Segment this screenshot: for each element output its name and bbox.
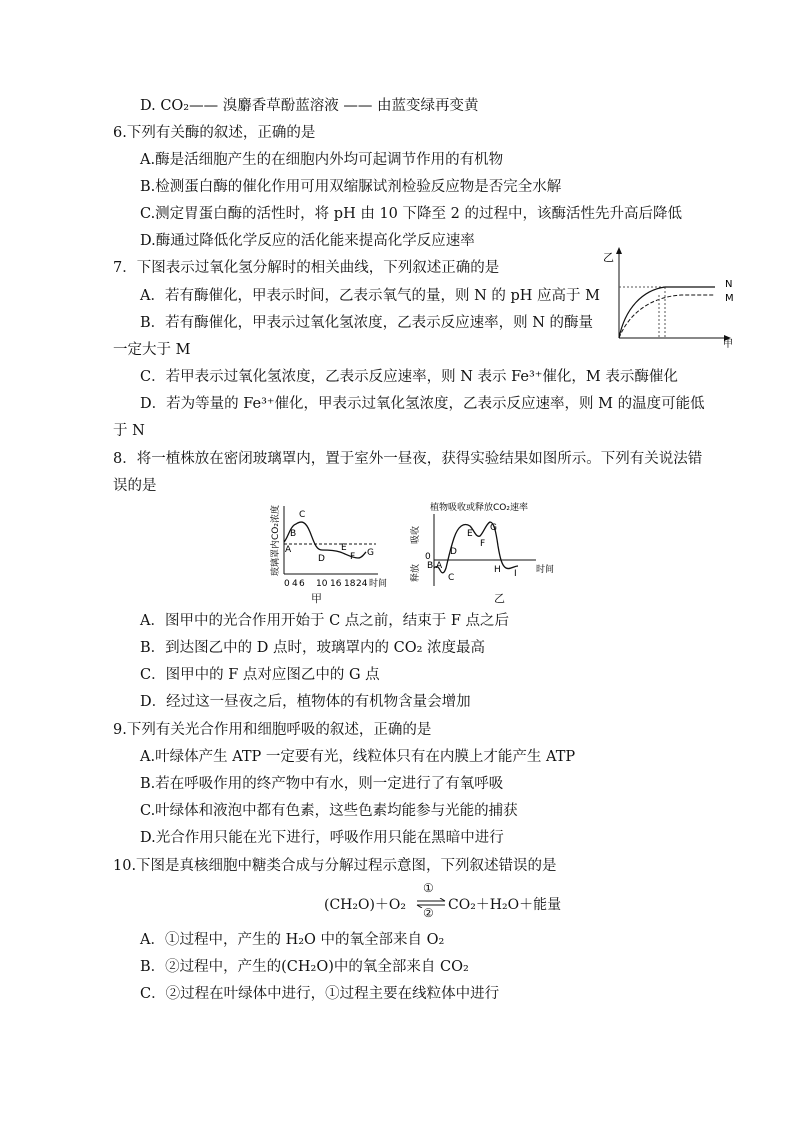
question-10: 10.下图是真核细胞中糖类合成与分解过程示意图，下列叙述错误的是 — [113, 858, 557, 874]
yi-y-up: 吸收 — [411, 525, 421, 544]
q10-option-b: B．②过程中，产生的(CH₂O)中的氧全部来自 CO₂ — [140, 959, 469, 975]
jia-point-d: D — [318, 554, 325, 564]
q8-option-b: B．到达图乙中的 D 点时，玻璃罩内的 CO₂ 浓度最高 — [140, 640, 486, 656]
jia-tick-0: 0 — [284, 579, 290, 589]
jia-point-a: A — [285, 545, 292, 555]
q7-xlabel: 甲 — [723, 339, 733, 348]
yi-curve — [434, 522, 518, 573]
q7-option-a: A．若有酶催化，甲表示时间，乙表示氧气的量，则 N 的 pH 应高于 M — [140, 288, 600, 304]
figure-q7-curves — [595, 243, 745, 348]
yi-point-f: F — [480, 539, 486, 549]
q7-option-d-cont: 于 N — [113, 423, 145, 439]
jia-tick-10: 10 — [316, 579, 328, 589]
yi-xlabel: 时间 — [536, 565, 555, 575]
q8-option-a: A．图甲中的光合作用开始于 C 点之前，结束于 F 点之后 — [140, 613, 510, 629]
equation-arrow-bottom-label: ② — [423, 906, 434, 920]
yi-origin: 0 — [425, 552, 431, 562]
q5-option-d: D. CO₂—— 溴麝香草酚蓝溶液 —— 由蓝变绿再变黄 — [140, 98, 479, 114]
jia-tick-6: 6 — [299, 579, 305, 589]
q7-label-n: N — [725, 279, 733, 290]
yi-point-g: G — [490, 523, 497, 533]
q7-option-b: B．若有酶催化，甲表示过氧化氢浓度，乙表示反应速率，则 N 的酶量 — [140, 315, 594, 331]
yi-y-down: 释放 — [411, 563, 421, 582]
jia-tick-4: 4 — [292, 579, 298, 589]
equation-arrow-top-label: ① — [423, 881, 434, 895]
jia-point-b: B — [290, 529, 297, 539]
q10-option-a: A．①过程中，产生的 H₂O 中的氧全部来自 O₂ — [140, 932, 445, 948]
figure-q8-jia — [266, 502, 396, 590]
yi-point-h: H — [494, 565, 501, 575]
question-6: 6.下列有关酶的叙述，正确的是 — [113, 125, 316, 141]
q7-option-c: C．若甲表示过氧化氢浓度，乙表示反应速率，则 N 表示 Fe³⁺催化，M 表示酶催化 — [140, 369, 678, 385]
q9-option-c: C.叶绿体和液泡中都有色素，这些色素均能参与光能的捕获 — [140, 803, 518, 819]
q7-option-d: D．若为等量的 Fe³⁺催化，甲表示过氧化氢浓度，乙表示反应速率，则 M 的温度可能低 — [140, 396, 705, 412]
q7-ylabel: 乙 — [603, 251, 614, 264]
jia-tick-24: 24 — [356, 579, 368, 589]
q7-label-m: M — [725, 293, 734, 304]
equation-left: (CH₂O)＋O₂ — [324, 897, 407, 913]
q6-option-b: B.检测蛋白酶的催化作用可用双缩脲试剂检验反应物是否完全水解 — [140, 179, 562, 195]
yi-point-a: A — [436, 561, 443, 571]
reaction-equation — [320, 881, 580, 922]
q9-option-d: D.光合作用只能在光下进行，呼吸作用只能在黑暗中进行 — [140, 830, 504, 846]
q6-option-a: A.酶是活细胞产生的在细胞内外均可起调节作用的有机物 — [140, 152, 504, 168]
jia-caption: 甲 — [311, 592, 322, 605]
q8-option-d: D．经过这一昼夜之后，植物体的有机物含量会增加 — [140, 694, 471, 710]
q6-option-c: C.测定胃蛋白酶的活性时，将 pH 由 10 下降至 2 的过程中，该酶活性先升高后降低 — [140, 206, 682, 222]
jia-point-g: G — [367, 548, 374, 558]
q7-curve-m — [619, 295, 715, 338]
question-8: 8．将一植株放在密闭玻璃罩内，置于室外一昼夜，获得实验结果如图所示。下列有关说法错 — [113, 451, 703, 467]
q9-option-b: B.若在呼吸作用的终产物中有水，则一定进行了有氧呼吸 — [140, 776, 504, 792]
yi-point-e: E — [467, 529, 473, 539]
jia-point-e: E — [341, 543, 347, 553]
jia-tick-16: 16 — [330, 579, 342, 589]
yi-point-d: D — [450, 547, 457, 557]
yi-point-c: C — [448, 573, 455, 583]
question-9: 9.下列有关光合作用和细胞呼吸的叙述，正确的是 — [113, 722, 432, 738]
q10-option-c: C．②过程在叶绿体中进行，①过程主要在线粒体中进行 — [140, 986, 500, 1002]
jia-point-c: C — [299, 510, 306, 520]
jia-ylabel: 玻璃罩内CO₂浓度 — [271, 505, 281, 576]
q6-option-d: D.酶通过降低化学反应的活化能来提高化学反应速率 — [140, 233, 475, 249]
yi-point-b: B — [427, 561, 434, 571]
q8-option-c: C．图甲中的 F 点对应图乙中的 G 点 — [140, 667, 380, 683]
yi-title: 植物吸收或释放CO₂速率 — [430, 503, 528, 513]
yi-caption: 乙 — [494, 592, 505, 605]
jia-point-f: F — [350, 552, 356, 562]
question-8-cont: 误的是 — [113, 478, 157, 494]
q7-option-b-cont: 一定大于 M — [113, 342, 191, 358]
jia-xlabel: 时间 — [369, 579, 388, 589]
question-7: 7．下图表示过氧化氢分解时的相关曲线，下列叙述正确的是 — [113, 260, 500, 276]
jia-tick-18: 18 — [344, 579, 356, 589]
yi-point-i: I — [514, 569, 517, 579]
q9-option-a: A.叶绿体产生 ATP 一定要有光，线粒体只有在内膜上才能产生 ATP — [140, 749, 576, 765]
q7-y-arrow — [616, 247, 622, 254]
equation-right: CO₂＋H₂O＋能量 — [448, 897, 562, 913]
figure-q8-yi — [408, 500, 568, 590]
